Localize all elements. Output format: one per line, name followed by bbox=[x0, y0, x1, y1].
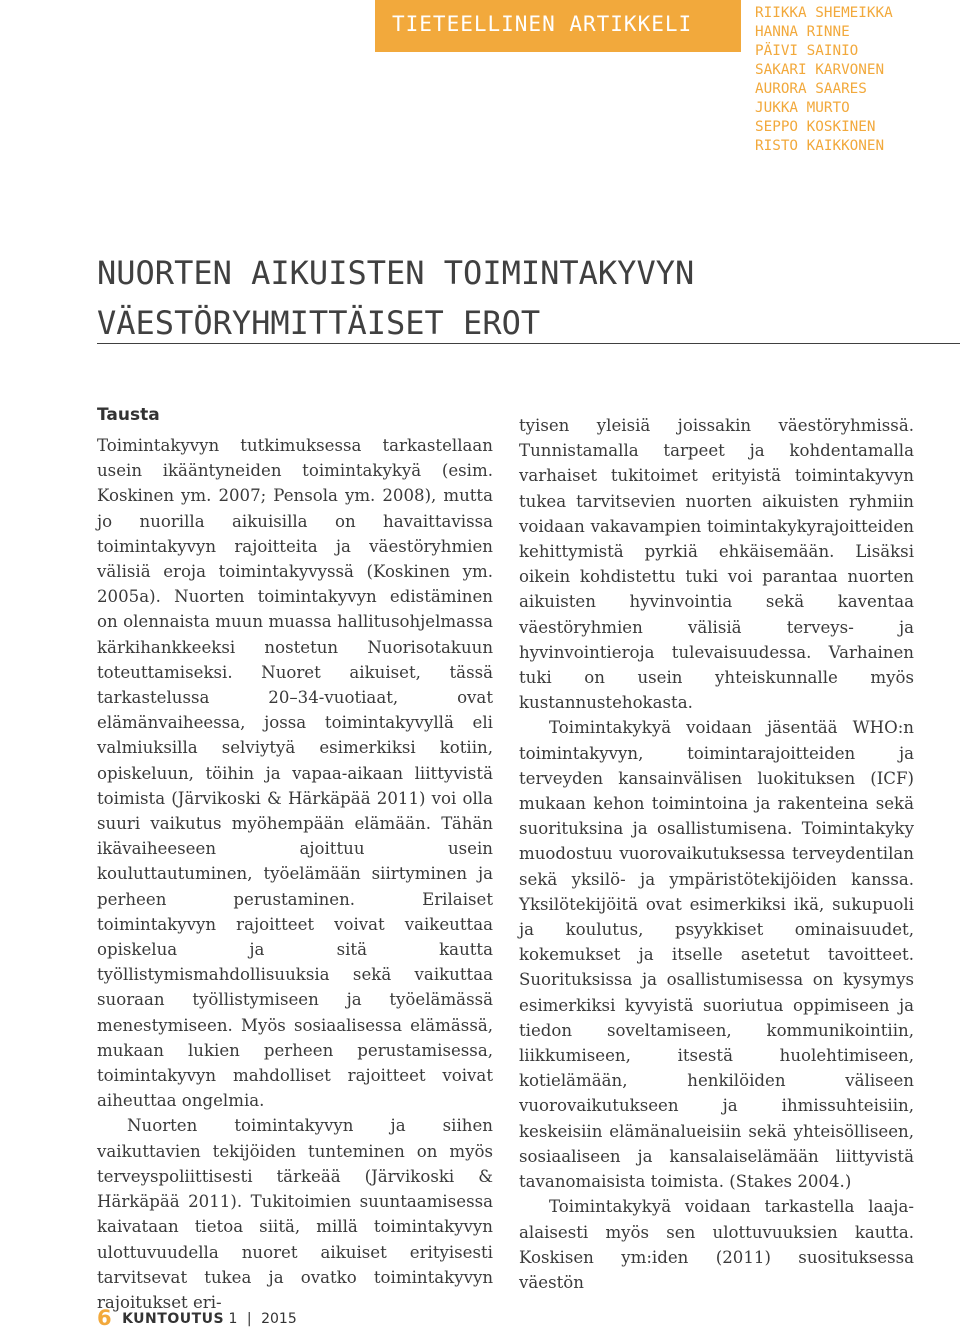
paragraph: Toimintakykyä voidaan tarkastella laaja-alaisesti myös sen ulottuvuuksien kautta. Koskisen ym:iden (2011) suosituksessa väestön bbox=[519, 1197, 914, 1292]
section-heading: Tausta bbox=[97, 405, 160, 425]
right-column bbox=[519, 413, 914, 1295]
author-name: RIIKKA SHEMEIKKA bbox=[755, 5, 893, 21]
author-name: HANNA RINNE bbox=[755, 24, 850, 40]
paragraph: Nuorten toimintakyvyn ja siihen vaikuttavien tekijöiden tunteminen on myös terveyspoliittisesti tärkeää (Järvikoski & Härkäpää 2011). Tukitoimien suuntaamisessa kaivataan tietoa siitä, millä toimintakyvyn ulottuvuudella nuoret aikuiset erityisesti tarvitsevat tukea ja ovatko toimintakyvyn rajoitukset eri- bbox=[97, 1116, 493, 1312]
author-name: RISTO KAIKKONEN bbox=[755, 138, 885, 154]
author-name: JUKKA MURTO bbox=[755, 100, 850, 116]
issue-number: 1 bbox=[228, 1311, 238, 1327]
title-divider bbox=[97, 343, 960, 344]
footer-separator: | bbox=[246, 1311, 252, 1327]
paragraph: Toimintakyvyn tutkimuksessa tarkastellaan usein ikääntyneiden toimintakykyä (esim. Koskinen ym. 2007; Pensola ym. 2008), mutta jo nuorilla aikuisilla on havaittavissa toimintakyvyn rajoitteita ja väestöryhmien välisiä eroja toimintakyvyssä (Koskinen ym. 2005a). Nuorten toimintakyvyn edistäminen on olennaista muun muassa hallitusohjelmassa kärkihankkeeksi nostetun Nuorisotakuun toteuttamiseksi. Nuoret aikuiset, tässä tarkastelussa 20–34-vuotiaat, ovat elämänvaiheessa, jossa toimintakyvyllä eli valmiuksilla selviytyä esimerkiksi kotiin, opiskeluun, töihin ja vapaa-aikaan liittyvistä toimista (Järvikoski & Härkäpää 2011) voi olla suuri vaikutus myöhempään elämään. Tähän ikävaiheeseen ajoittuu usein kouluttautuminen, työelämään siirtyminen ja perheen perustaminen. Erilaiset toimintakyvyn rajoitteet voivat vaikeuttaa opiskelua ja sitä kautta työllistymismahdollisuuksia sekä vaikuttaa suoraan työllistymiseen ja työelämässä menestymiseen. Myös sosiaalisessa elämässä, mukaan lukien perheen perustamisessa, toimintakyvyn mahdolliset rajoitteet voivat aiheuttaa ongelmia. bbox=[97, 436, 493, 1111]
title-line-2: VÄESTÖRYHMITTÄISET EROT bbox=[97, 304, 541, 342]
title-line-1: NUORTEN AIKUISTEN TOIMINTAKYVYN bbox=[97, 254, 695, 292]
author-name: SEPPO KOSKINEN bbox=[755, 119, 876, 135]
author-list bbox=[755, 4, 893, 156]
author-name: SAKARI KARVONEN bbox=[755, 62, 885, 78]
page-footer bbox=[97, 1306, 297, 1330]
publication-year: 2015 bbox=[261, 1311, 297, 1327]
journal-name: KUNTOUTUS bbox=[122, 1311, 225, 1327]
article-type-banner bbox=[375, 0, 741, 52]
author-name: PÄIVI SAINIO bbox=[755, 43, 859, 59]
article-title bbox=[97, 248, 694, 348]
paragraph: Toimintakykyä voidaan jäsentää WHO:n toimintakyvyn, toimintarajoitteiden ja terveyden kansainvälisen luokituksen (ICF) mukaan kehon toimintoina ja rakenteina sekä suorituksina ja osallistumisena. Toimintakyky muodostuu vuorovaikutuksessa terveydentilan sekä yksilö- ja ympäristötekijöiden kanssa. Yksilötekijöitä ovat esimerkiksi ikä, sukupuoli ja koulutus, psyykkiset ominaisuudet, kokemukset ja itselle asetetut tavoitteet. Suorituksissa ja osallistumisessa on kysymys esimerkiksi kyvyistä suoriutua oppimiseen ja tiedon soveltamiseen, kommunikointiin, liikkumiseen, itsestä huolehtimiseen, kotielämään, henkilöiden väliseen vuorovaikutukseen ja ihmissuhteisiin, keskeisiin elämänalueisiin sekä yhteisölliseen, sosiaaliseen ja kansalaiselämään liittyvistä tavanomaisista toimista. (Stakes 2004.) bbox=[519, 718, 914, 1192]
paragraph: tyisen yleisiä joissakin väestöryhmissä. Tunnistamalla tarpeet ja kohdentamalla varhaiset tukitoimet erityistä toimintakyvyn tukea tarvitsevien nuorten aikuisten ryhmiin voidaan vakavampien toimintakykyrajoitteiden kehittymistä pyrkiä ehkäisemään. Lisäksi oikein kohdistettu tuki voi parantaa nuorten aikuisten hyvinvointia sekä kaventaa väestöryhmien välisiä terveys- ja hyvinvointieroja tulevaisuudessa. Varhainen tuki on usein yhteiskunnalle myös kustannustehokasta. bbox=[519, 416, 914, 713]
page-number: 6 bbox=[97, 1306, 112, 1330]
left-column bbox=[97, 405, 493, 1315]
article-type-label: TIETEELLINEN ARTIKKELI bbox=[392, 12, 693, 36]
author-name: AURORA SAARES bbox=[755, 81, 867, 97]
